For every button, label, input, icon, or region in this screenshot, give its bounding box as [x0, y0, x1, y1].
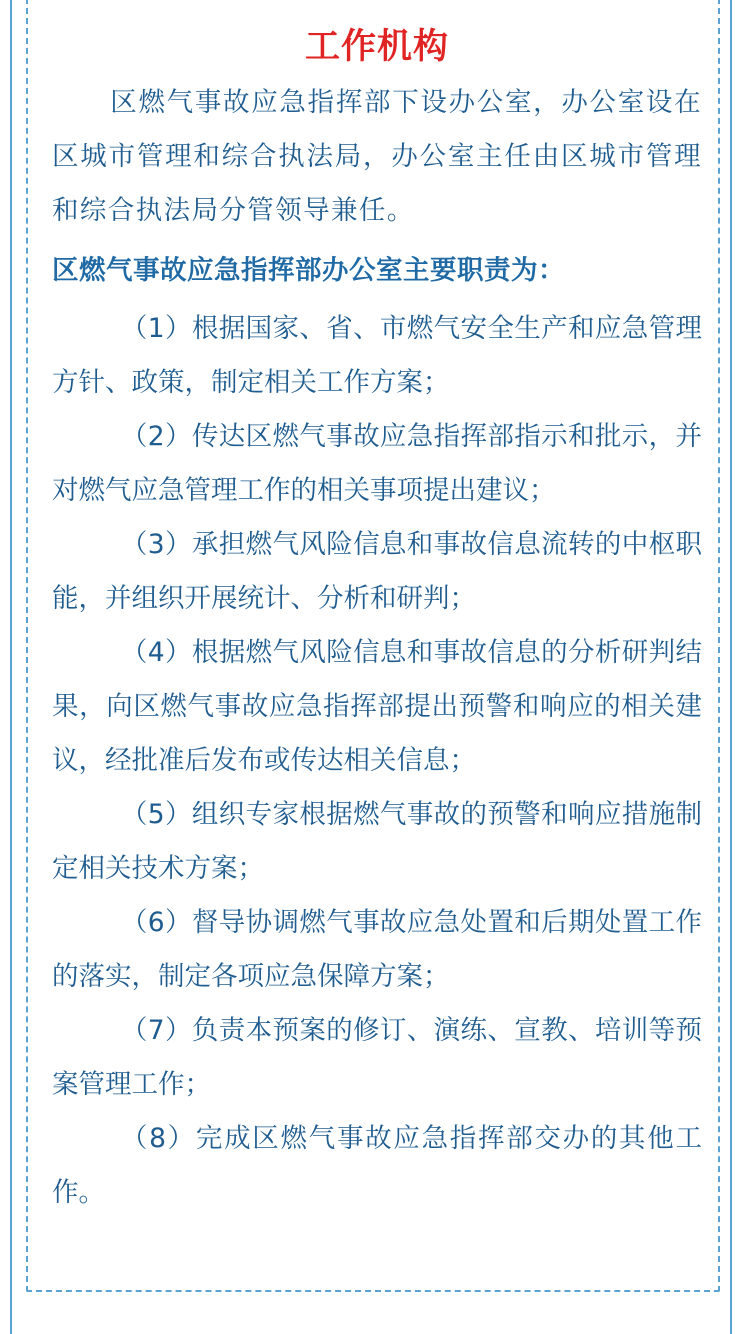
duty-item-8: （8）完成区燃气事故应急指挥部交办的其他工作。: [52, 1123, 702, 1208]
page-title: 工作机构: [304, 27, 449, 67]
duty-item-2: （2）传达区燃气事故应急指挥部指示和批示，并对燃气应急管理工作的相关事项提出建议；: [52, 421, 702, 506]
duty-item-6: （6）督导协调燃气事故应急处置和后期处置工作的落实，制定各项应急保障方案；: [52, 907, 702, 992]
duty-item-4: （4）根据燃气风险信息和事故信息的分析研判结果，向区燃气事故应急指挥部提出预警和响应的相关建议，经批准后发布或传达相关信息；: [52, 637, 702, 776]
duties-heading: 区燃气事故应急指挥部办公室主要职责为：: [52, 255, 565, 286]
document-body: [52, 22, 702, 1220]
duty-item-5: （5）组织专家根据燃气事故的预警和响应措施制定相关技术方案；: [52, 799, 702, 884]
duty-item-1: （1）根据国家、省、市燃气安全生产和应急管理方针、政策，制定相关工作方案；: [52, 313, 702, 398]
intro-paragraph: 区燃气事故应急指挥部下设办公室，办公室设在区城市管理和综合执法局，办公室主任由区城市管理和综合执法局分管领导兼任。: [52, 87, 702, 226]
duty-item-3: （3）承担燃气风险信息和事故信息流转的中枢职能，并组织开展统计、分析和研判；: [52, 529, 702, 614]
duty-item-7: （7）负责本预案的修订、演练、宣教、培训等预案管理工作；: [52, 1015, 702, 1100]
